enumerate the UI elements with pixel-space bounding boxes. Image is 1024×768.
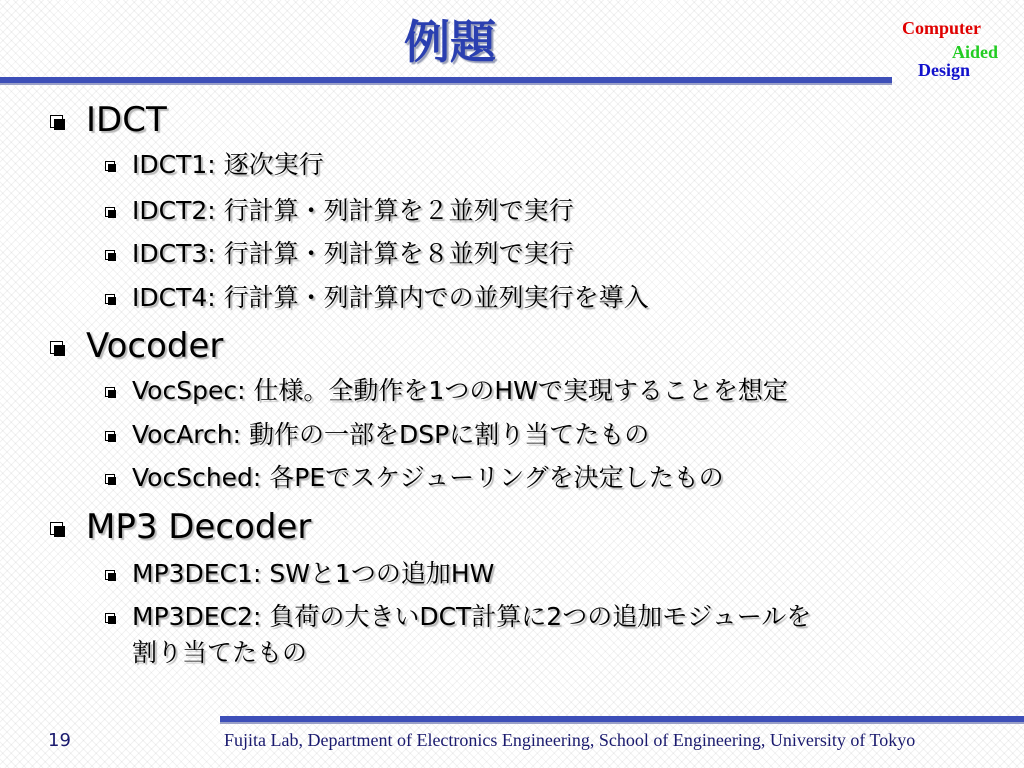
logo-computer: Computer [902, 18, 981, 38]
footer-text: Fujita Lab, Department of Electronics Engineering, School of Engineering, University of Tokyo [224, 730, 916, 750]
square-bullet-icon [50, 341, 63, 354]
list-item-mp3-decoder: MP3 Decoder [86, 505, 311, 549]
slide-title: 例題 [404, 15, 496, 69]
computer-aided-design-logo [890, 18, 1020, 82]
logo-design: Design [918, 60, 971, 80]
square-bullet-icon [105, 387, 115, 397]
square-bullet-icon [105, 294, 115, 304]
sub-item: IDCT1: 逐次実行 [132, 147, 324, 183]
square-bullet-icon [105, 250, 115, 260]
sub-item: VocSched: 各PEでスケジューリングを決定したもの [132, 460, 724, 496]
square-bullet-icon [105, 613, 115, 623]
page-number: 19 [48, 730, 71, 751]
square-bullet-icon [105, 570, 115, 580]
sub-item: IDCT4: 行計算・列計算内での並列実行を導入 [132, 280, 649, 316]
square-bullet-icon [50, 115, 63, 128]
logo-aided: Aided [952, 42, 999, 62]
list-item-vocoder: Vocoder [86, 324, 223, 368]
sub-item: VocArch: 動作の一部をDSPに割り当てたもの [132, 417, 649, 453]
square-bullet-icon [105, 161, 115, 171]
sub-item: IDCT2: 行計算・列計算を２並列で実行 [132, 193, 574, 229]
square-bullet-icon [105, 431, 115, 441]
square-bullet-icon [105, 474, 115, 484]
sub-item: MP3DEC2: 負荷の大きいDCT計算に2つの追加モジュールを [132, 599, 811, 635]
square-bullet-icon [105, 207, 115, 217]
sub-item: VocSpec: 仕様。全動作を1つのHWで実現することを想定 [132, 373, 788, 409]
title-divider [0, 77, 892, 85]
square-bullet-icon [50, 522, 63, 535]
sub-item: MP3DEC1: SWと1つの追加HW [132, 556, 494, 592]
list-item-idct: IDCT [86, 98, 167, 142]
sub-item: IDCT3: 行計算・列計算を８並列で実行 [132, 236, 574, 272]
footer-divider [220, 716, 1024, 724]
sub-item-continuation: 割り当てたもの [132, 638, 308, 667]
